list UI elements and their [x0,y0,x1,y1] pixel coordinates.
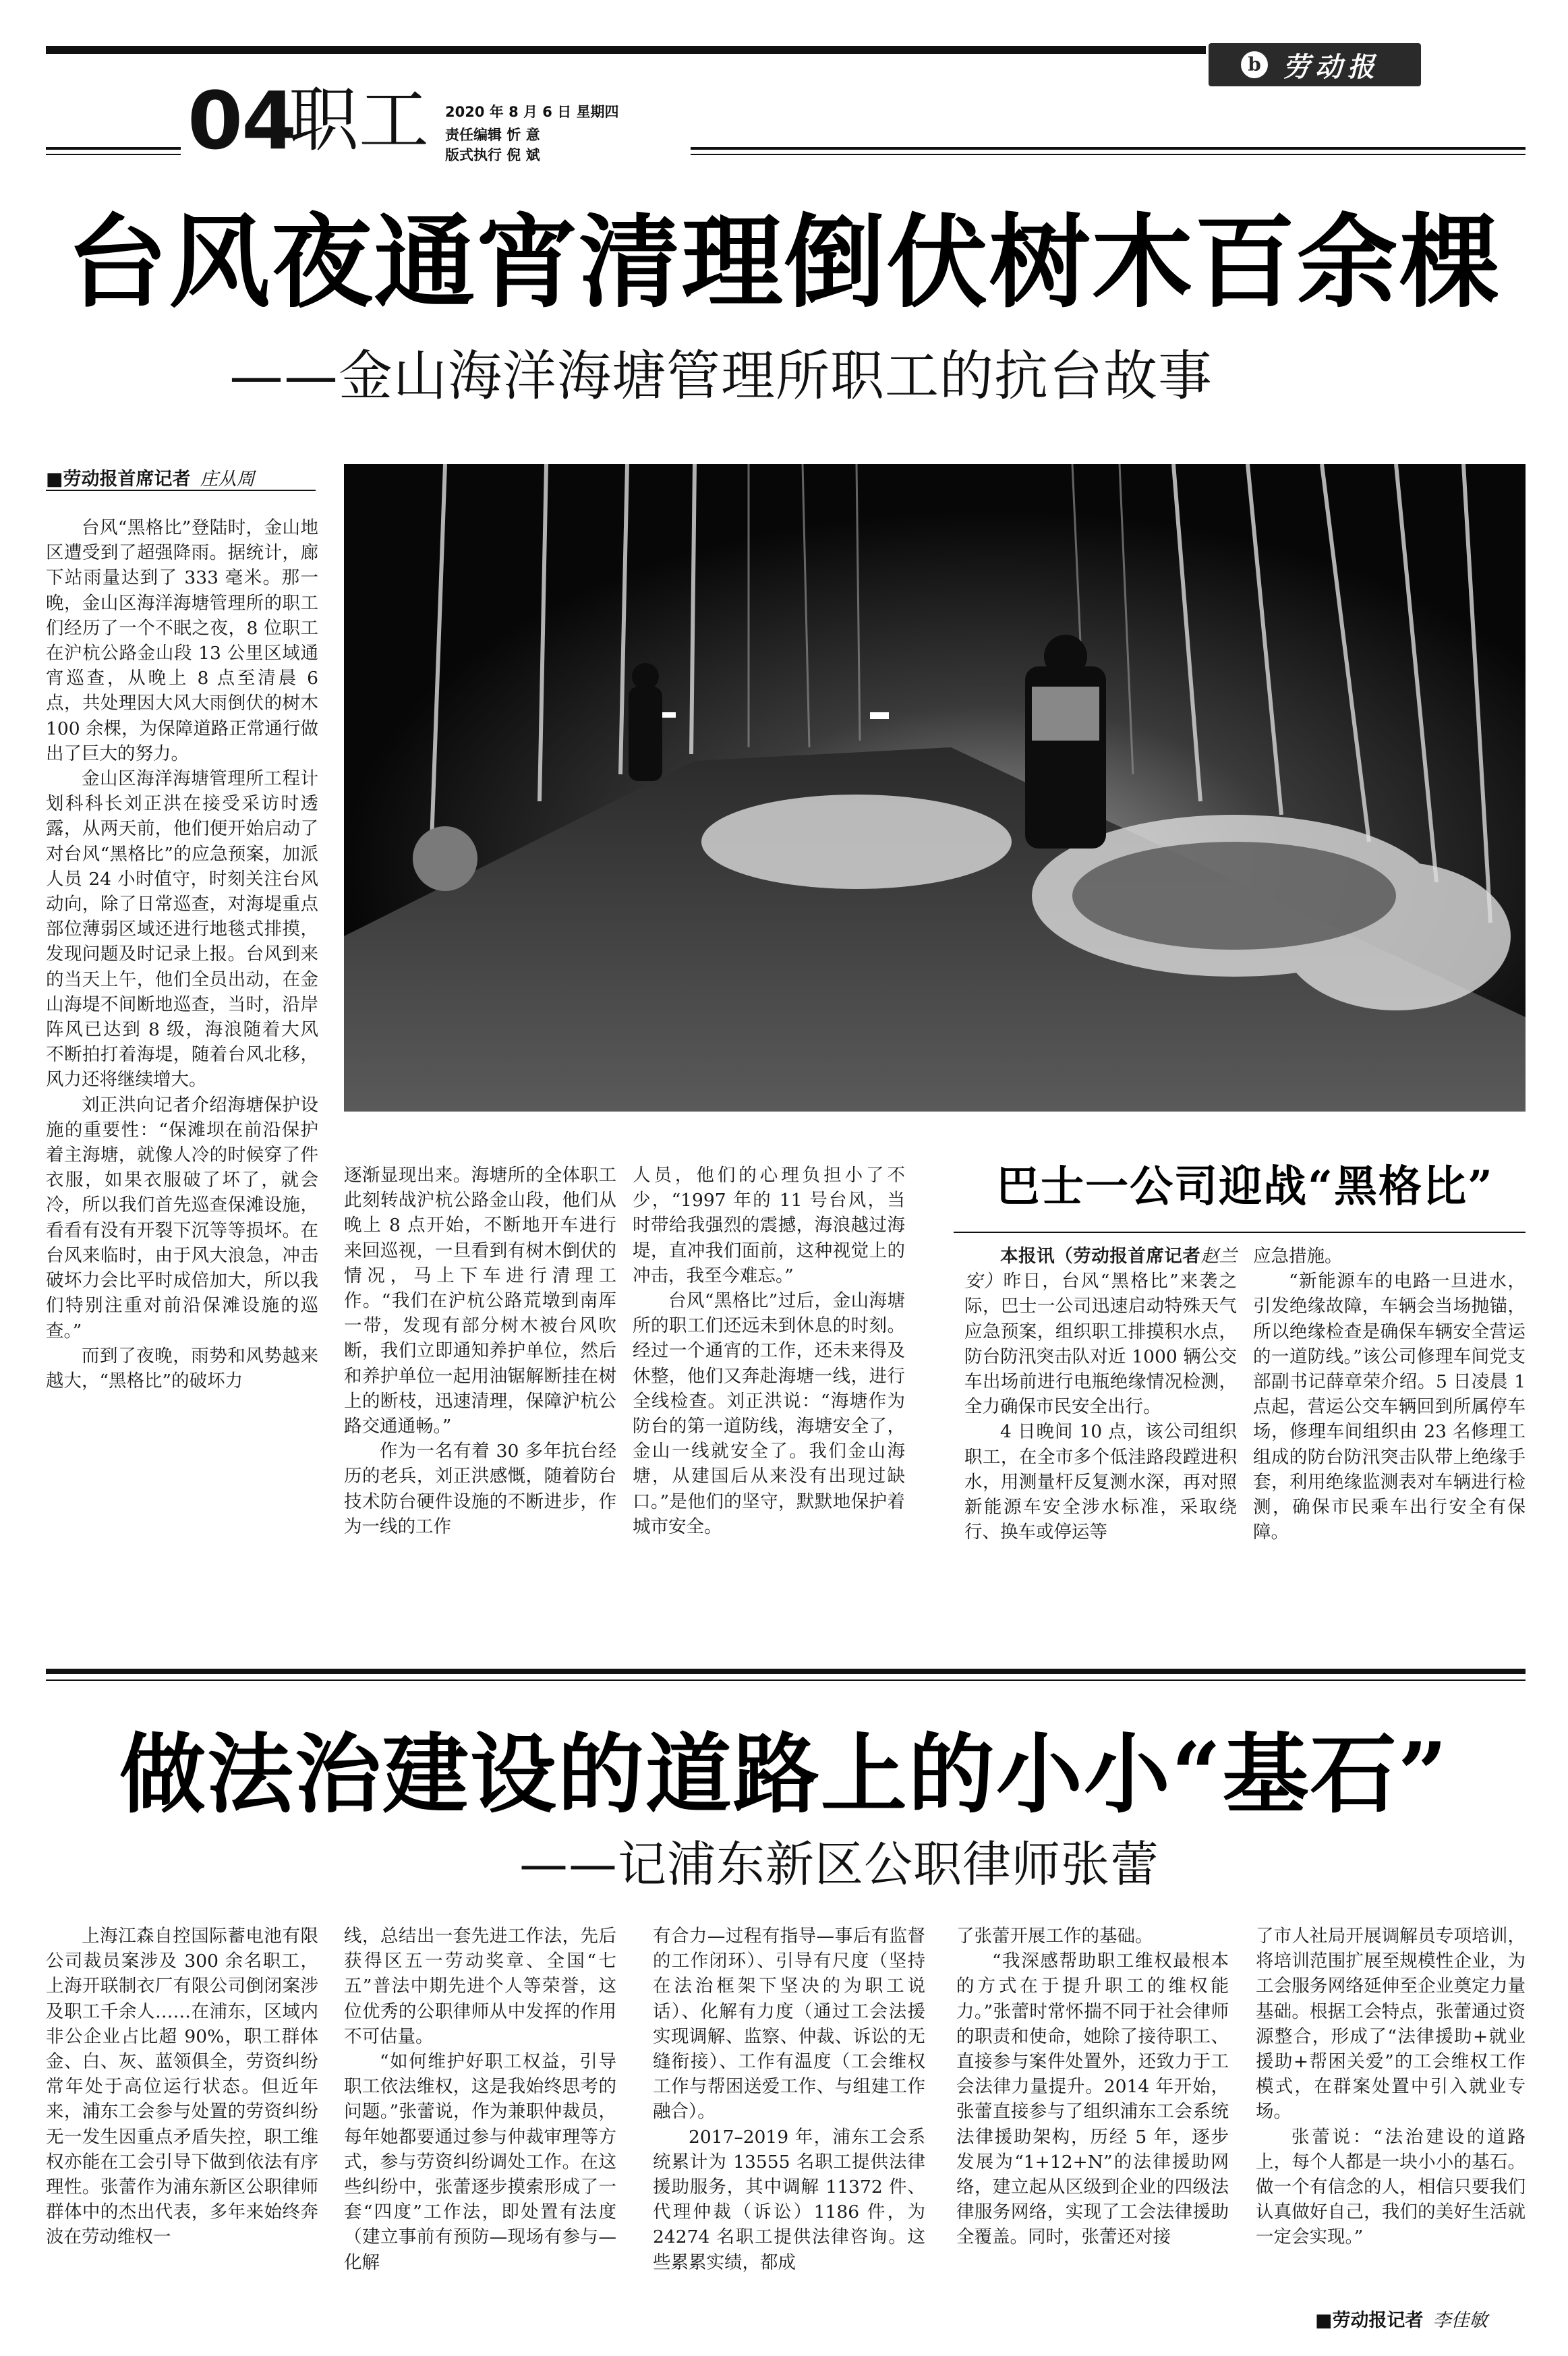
article2-column-2: 应急措施。 “新能源车的电路一旦进水，引发绝缘故障，车辆会当场抛锚，所以绝缘检查是确保车辆安全营运的一道防线。”该公司修理车间党支部副书记薛章荣介绍。5 日凌晨 1 点起，营运公交车辆回到所属停车场，修理车间组织由 23 名修理工组成的防台防汛突击队带上绝缘手套，利用绝缘监测表对车辆进行检测，确保市民乘车出行安全有保障。 [1253,1246,1526,1543]
masthead-rule-3 [691,147,1526,150]
masthead-rule-4 [691,154,1526,155]
newspaper-name: 劳动报 [1283,51,1380,83]
masthead-layout: 版式执行 倪 斌 [445,147,540,163]
article2-title-rule [954,1232,1526,1233]
newspaper-badge [1209,43,1421,86]
article2-lead: 本报讯（劳动报首席记者赵兰安）昨日，台风“黑格比”来袭之际，巴士一公司迅速启动特殊天气应急预案，组织职工排摸积水点，防台防汛突击队对近 1000 辆公交车出场前进行电瓶绝缘情况检测，全力确保市民安全出行。 [964,1246,1238,1418]
article1-column-3: 人员，他们的心理负担小了不少，“1997 年的 11 号台风，当时带给我强烈的震撼，海浪越过海堤，直冲我们面前，这种视觉上的冲击，我至今难忘。” 台风“黑格比”过后，金山海塘所的职工们还远未到休息的时刻。经过一个通宵的工作，还未来得及休整，他们又奔赴海塘一线，进行全线检查。刘正洪说：“海塘作为防台的第一道防线，海塘安全了，金山一线就安全了。我们金山海塘，从建国后从来没有出现过缺口。”是他们的坚守，默默地保护着城市安全。 [633,1165,905,1537]
article1-column-1: 台风“黑格比”登陆时，金山地区遭受到了超强降雨。据统计，廊下站雨量达到了 333 毫米。那一晚，金山区海洋海塘管理所的职工们经历了一个不眠之夜，8 位职工在沪杭公路金山段 13 公里区域通宵巡查，从晚上 8 点至清晨 6 点，共处理因大风大雨倒伏的树木 100 余棵，为保障道路正常通行做出了巨大的努力。 金山区海洋海塘管理所工程计划科科长刘正洪在接受采访时透露，从两天前，他们便开始启动了对台风“黑格比”的应急预案，加派人员 24 小时值守，时刻关注台风动向，除了日常巡查，对海堤重点部位薄弱区域还进行地毯式排摸，发现问题及时记录上报。台风到来的当天上午，他们全员出动，在金山海堤不间断地巡查，当时，沿岸阵风已达到 8 级，海浪随着大风不断拍打着海堤，随着台风北移，风力还将继续增大。 刘正洪向记者介绍海塘保护设施的重要性：“保滩坝在前沿保护着主海塘，就像人冷的时候穿了件衣服，如果衣服破了坏了，就会冷，所以我们首先巡查保滩设施，看看有没有开裂下沉等等损坏。在台风来临时，由于风大浪急，冲击破坏力会比平时成倍加大，所以我们特别注重对前沿保滩设施的巡查。” 而到了夜晚，雨势和风势越来越大，“黑格比”的破坏力 [46,517,318,1391]
article1-title: 台风夜通宵清理倒伏树木百余棵 [66,203,1502,322]
page-number: 04 [187,74,296,167]
article3-column-5: 了市人社局开展调解员专项培训，将培训范围扩展至规模性企业，为工会服务网络延伸至企业奠定力量基础。根据工会特点，张蕾通过资源整合，形成了“法律援助+就业援助+帮困关爱”的工会维权工作模式，在群案处置中引入就业专场。 张蕾说：“法治建设的道路上，每个人都是一块小小的基石。做一个有信念的人，相信只要我们认真做好自己，我们的美好生活就一定会实现。” [1256,1926,1526,2248]
article3-column-1: 上海江森自控国际蓄电池有限公司裁员案涉及 300 余名职工，上海开联制衣厂有限公司倒闭案涉及职工千余人……在浦东，区域内非公企业占比超 90%，职工群体金、白、灰、蓝领俱全，劳资纠纷常年处于高位运行状态。但近年来，浦东工会参与处置的劳资纠纷无一发生因重点矛盾失控，职工维权亦能在工会引导下做到依法有序理性。张蕾作为浦东新区公职律师群体中的杰出代表，多年来始终奔波在劳动维权一 [46,1926,318,2248]
section-name: 职工 [289,79,430,161]
masthead-rule-1 [46,147,181,150]
section-divider-thick [46,1669,1526,1674]
article1-byline-rule [46,490,316,491]
masthead-editor: 责任编辑 忻 意 [445,127,540,143]
article2-column-1: 本报讯（劳动报首席记者赵兰安）昨日，台风“黑格比”来袭之际，巴士一公司迅速启动特殊天气应急预案，组织职工排摸积水点，防台防汛突击队对近 1000 辆公交车出场前进行电瓶绝缘情况检测，全力确保市民安全出行。 4 日晚间 10 点，该公司组织职工，在全市多个低洼路段蹚进积水，用测量杆反复测水深，再对照新能源车安全涉水标准，采取绕行、换车或停运等 [964,1244,1237,1621]
typhoon-night-photo [344,464,1526,1112]
masthead-date: 2020 年 8 月 6 日 星期四 [445,104,619,120]
masthead-rule-2 [46,154,181,155]
article1-byline: ■劳动报首席记者 庄从周 [46,469,255,490]
article3-column-3: 有合力—过程有指导—事后有监督的工作闭环）、引导有尺度（坚持在法治框架下坚决的为职工说话）、化解有力度（通过工会法援实现调解、监察、仲裁、诉讼的无缝衔接）、工作有温度（工会维权工作与帮困送爱工作、与组建工作融合）。 2017–2019 年，浦东工会系统累计为 13555 名职工提供法律援助服务，其中调解 11372 件、代理仲裁（诉讼）1186 件，为 24274 名职工提供法律咨询。这些累累实绩，都成 [653,1926,925,2273]
newspaper-logo-icon: b [1241,51,1268,78]
car-headlight-icon [413,826,477,891]
article1-subtitle: ——金山海洋海塘管理所职工的抗台故事 [229,345,1213,407]
section-divider-thin [46,1679,1526,1681]
photo-illustration [344,464,1526,1112]
article3-column-2: 线，总结出一套先进工作法，先后获得区五一劳动奖章、全国“七五”普法中期先进个人等荣誉，这位优秀的公职律师从中发挥的作用不可估量。 “如何维护好职工权益，引导职工依法维权，这是我始终思考的问题。”张蕾说，作为兼职仲裁员，每年她都要通过参与仲裁审理等方式，参与劳资纠纷调处工作。在这些纠纷中，张蕾逐步摸索形成了一套“四度”工作法，即处置有法度（建立事前有预防—现场有参与—化解 [344,1926,616,2273]
masthead-top-rule [46,46,1206,54]
article3-byline: ■劳动报记者 李佳敏 [1315,2310,1488,2331]
article3-subtitle: ——记浦东新区公职律师张蕾 [519,1836,1160,1893]
article3-column-4: 了张蕾开展工作的基础。 “我深感帮助职工维权最根本的方式在于提升职工的维权能力。”张蕾时常怀揣不同于社会律师的职责和使命，她除了接待职工、直接参与案件处置外，还致力于工会法律力量提升。2014 年开始，张蕾直接参与了组织浦东工会系统法律援助架构，历经 5 年，逐步发展为“1+12+N”的法律援助网络，建立起从区级到企业的四级法律服务网络，实现了工会法律援助全覆盖。同时，张蕾还对接 [956,1926,1229,2248]
article2-title: 巴士一公司迎战“黑格比” [996,1161,1494,1212]
article1-column-2: 逐渐显现出来。海塘所的全体职工此刻转战沪杭公路金山段，他们从晚上 8 点开始，不断地开车进行来回巡视，一旦看到有树木倒伏的情况，马上下车进行清理工作。“我们在沪杭公路荒墩到南厍一带，发现有部分树木被台风吹断，我们立即通知养护单位，然后和养护单位一起用油锯解断挂在树上的断枝，迅速清理，保障沪杭公路交通通畅。” 作为一名有着 30 多年抗台经历的老兵，刘正洪感慨，随着防台技术防台硬件设施的不断进步，作为一线的工作 [344,1165,616,1537]
article3-title: 做法治建设的道路上的小小“基石” [119,1724,1449,1825]
